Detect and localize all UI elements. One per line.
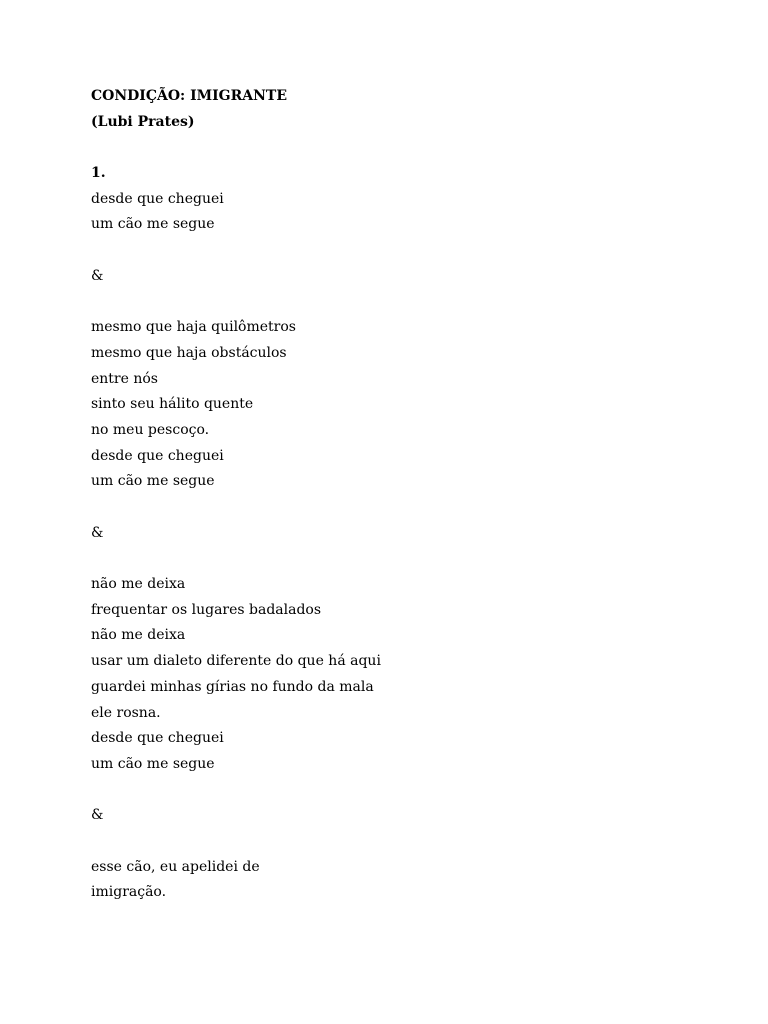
poem-line: desde que cheguei: [91, 190, 224, 207]
poem-line: guardei minhas gírias no fundo da mala: [91, 678, 374, 695]
poem-line: desde que cheguei: [91, 447, 224, 464]
section-number: 1.: [91, 165, 106, 182]
poem-line: imigração.: [91, 884, 167, 901]
poem-line: no meu pescoço.: [91, 421, 210, 438]
blank-line: [91, 829, 691, 855]
poem-title: CONDIÇÃO: IMIGRANTE: [91, 88, 287, 104]
poem-line: um cão me segue: [91, 755, 215, 772]
poem-body: [91, 84, 691, 906]
stanza-separator: &: [91, 807, 104, 824]
poem-line: não me deixa: [91, 576, 186, 593]
stanza-separator: &: [91, 524, 104, 541]
poem-line: esse cão, eu apelidei de: [91, 858, 260, 875]
poem-line: mesmo que haja quilômetros: [91, 319, 296, 336]
poem-line: um cão me segue: [91, 216, 215, 233]
poem-line: usar um dialeto diferente do que há aqui: [91, 653, 381, 670]
blank-line: [91, 778, 691, 804]
poem-line: frequentar os lugares badalados: [91, 601, 322, 618]
blank-line: [91, 290, 691, 316]
poem-author: (Lubi Prates): [91, 113, 195, 130]
poem-line: entre nós: [91, 370, 158, 387]
poem-line: não me deixa: [91, 627, 186, 644]
poem-line: desde que cheguei: [91, 730, 224, 747]
poem-line: um cão me segue: [91, 473, 215, 490]
stanza-separator: &: [91, 267, 104, 284]
blank-line: [91, 546, 691, 572]
poem-line: mesmo que haja obstáculos: [91, 344, 287, 361]
blank-line: [91, 495, 691, 521]
poem-line: sinto seu hálito quente: [91, 396, 254, 413]
blank-line: [91, 238, 691, 264]
poem-line: ele rosna.: [91, 704, 161, 721]
blank-line: [91, 135, 691, 161]
